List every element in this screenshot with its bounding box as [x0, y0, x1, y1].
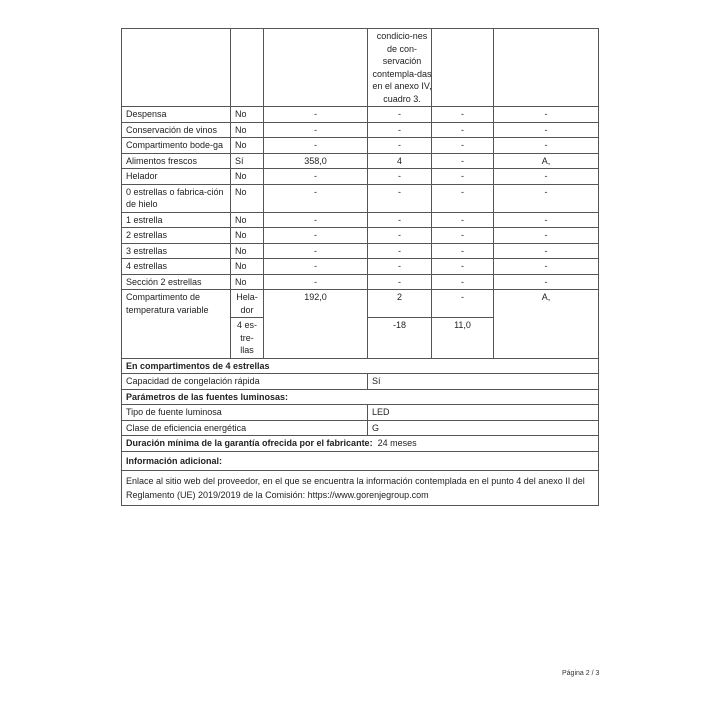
temperature-value: - [432, 243, 494, 259]
temperature-value: - [432, 138, 494, 154]
energy-class-value: - [494, 138, 599, 154]
table-row [122, 212, 599, 228]
table-row [122, 290, 599, 318]
presence-value: No [231, 212, 264, 228]
presence-value: No [231, 107, 264, 123]
stars-value: - [368, 259, 432, 275]
volume-value: - [264, 184, 368, 212]
table-row [122, 374, 599, 390]
variable-compartment-name: Compartimento de temperatura variable [122, 290, 231, 359]
energy-class-value: - [494, 107, 599, 123]
temperature-value: - [432, 274, 494, 290]
table-row [122, 471, 599, 506]
four-star-header: En compartimentos de 4 estrellas [122, 358, 599, 374]
compartment-name: Sección 2 estrellas [122, 274, 231, 290]
energy-class-value: - [494, 228, 599, 244]
stars-value: - [368, 169, 432, 185]
energy-class-value: - [494, 243, 599, 259]
light-class-value: G [368, 420, 599, 436]
table-row [122, 259, 599, 275]
table-row [122, 451, 599, 471]
compartment-name: Despensa [122, 107, 231, 123]
presence-value: No [231, 184, 264, 212]
warranty-value: 24 meses [377, 438, 417, 448]
presence-value: Sí [231, 153, 264, 169]
stars-value: - [368, 243, 432, 259]
table-row [122, 122, 599, 138]
additional-info-header: Información adicional: [122, 451, 599, 471]
compartment-name: Alimentos frescos [122, 153, 231, 169]
table-row [122, 29, 599, 107]
variable-stars: 2 [368, 290, 432, 318]
table-row [122, 184, 599, 212]
table-row [122, 358, 599, 374]
table-row [122, 169, 599, 185]
volume-value: - [264, 274, 368, 290]
volume-value: - [264, 122, 368, 138]
table-row [122, 389, 599, 405]
presence-value: No [231, 243, 264, 259]
compartment-name: 4 estrellas [122, 259, 231, 275]
compartments-table [121, 28, 599, 506]
temperature-value: - [432, 212, 494, 228]
compartment-name: 1 estrella [122, 212, 231, 228]
compartment-name: 3 estrellas [122, 243, 231, 259]
compartment-name: Conservación de vinos [122, 122, 231, 138]
energy-class-value: - [494, 122, 599, 138]
presence-value: No [231, 228, 264, 244]
energy-class-value: - [494, 259, 599, 275]
stars-value: - [368, 184, 432, 212]
compartment-name: 2 estrellas [122, 228, 231, 244]
variable-temp: 11,0 [432, 318, 494, 359]
volume-value: - [264, 212, 368, 228]
table-row [122, 405, 599, 421]
energy-class-value: A, [494, 153, 599, 169]
stars-value: - [368, 274, 432, 290]
temperature-value: - [432, 169, 494, 185]
stars-value: 4 [368, 153, 432, 169]
warranty-cell [122, 436, 599, 452]
table-row [122, 107, 599, 123]
page-number: Página 2 / 3 [562, 670, 600, 677]
temperature-value: - [432, 153, 494, 169]
energy-class-value: - [494, 169, 599, 185]
table-row [122, 138, 599, 154]
stars-value: - [368, 138, 432, 154]
presence-value: No [231, 274, 264, 290]
warranty-label: Duración mínima de la garantía ofrecida por el fabricante: [126, 438, 373, 448]
presence-value: No [231, 169, 264, 185]
volume-value: 358,0 [264, 153, 368, 169]
table-row [122, 436, 599, 452]
temperature-value: - [432, 184, 494, 212]
table-row [122, 420, 599, 436]
fast-freeze-value: Sí [368, 374, 599, 390]
variable-stars: -18 [368, 318, 432, 359]
volume-value: - [264, 259, 368, 275]
compartment-name: Helador [122, 169, 231, 185]
volume-value: - [264, 169, 368, 185]
additional-info-text: Enlace al sitio web del proveedor, en el que se encuentra la información contemplada en el punto 4 del anexo II del Reglamento (UE) 2019/2019 de la Comisión: https://www.gorenjegroup.com [122, 471, 599, 506]
temperature-value: - [432, 228, 494, 244]
light-type-value: LED [368, 405, 599, 421]
presence-value: No [231, 138, 264, 154]
variable-volume: 192,0 [264, 290, 368, 359]
energy-class-value: - [494, 274, 599, 290]
table-row [122, 228, 599, 244]
volume-value: - [264, 107, 368, 123]
compartment-name: 0 estrellas o fabrica-ción de hielo [122, 184, 231, 212]
presence-value: No [231, 122, 264, 138]
light-class-label: Clase de eficiencia energética [122, 420, 368, 436]
table-row [122, 243, 599, 259]
light-type-label: Tipo de fuente luminosa [122, 405, 368, 421]
energy-class-value: - [494, 184, 599, 212]
volume-value: - [264, 243, 368, 259]
fast-freeze-label: Capacidad de congelación rápida [122, 374, 368, 390]
volume-value: - [264, 138, 368, 154]
compartment-name: Compartimento bode-ga [122, 138, 231, 154]
variable-class: A, [494, 290, 599, 359]
stars-value: - [368, 212, 432, 228]
conditions-text: condicio-nes de con-servación contempla-das en el anexo IV, cuadro 3. [372, 31, 432, 104]
stars-value: - [368, 107, 432, 123]
volume-value: - [264, 228, 368, 244]
table-row [122, 153, 599, 169]
stars-value: - [368, 122, 432, 138]
variable-sub-label: 4 es-tre-llas [231, 318, 264, 359]
energy-class-value: - [494, 212, 599, 228]
light-source-header: Parámetros de las fuentes luminosas: [122, 389, 599, 405]
temperature-value: - [432, 259, 494, 275]
temperature-value: - [432, 122, 494, 138]
presence-value: No [231, 259, 264, 275]
variable-temp: - [432, 290, 494, 318]
temperature-value: - [432, 107, 494, 123]
table-row [122, 274, 599, 290]
stars-value: - [368, 228, 432, 244]
variable-sub-label: Hela-dor [231, 290, 264, 318]
